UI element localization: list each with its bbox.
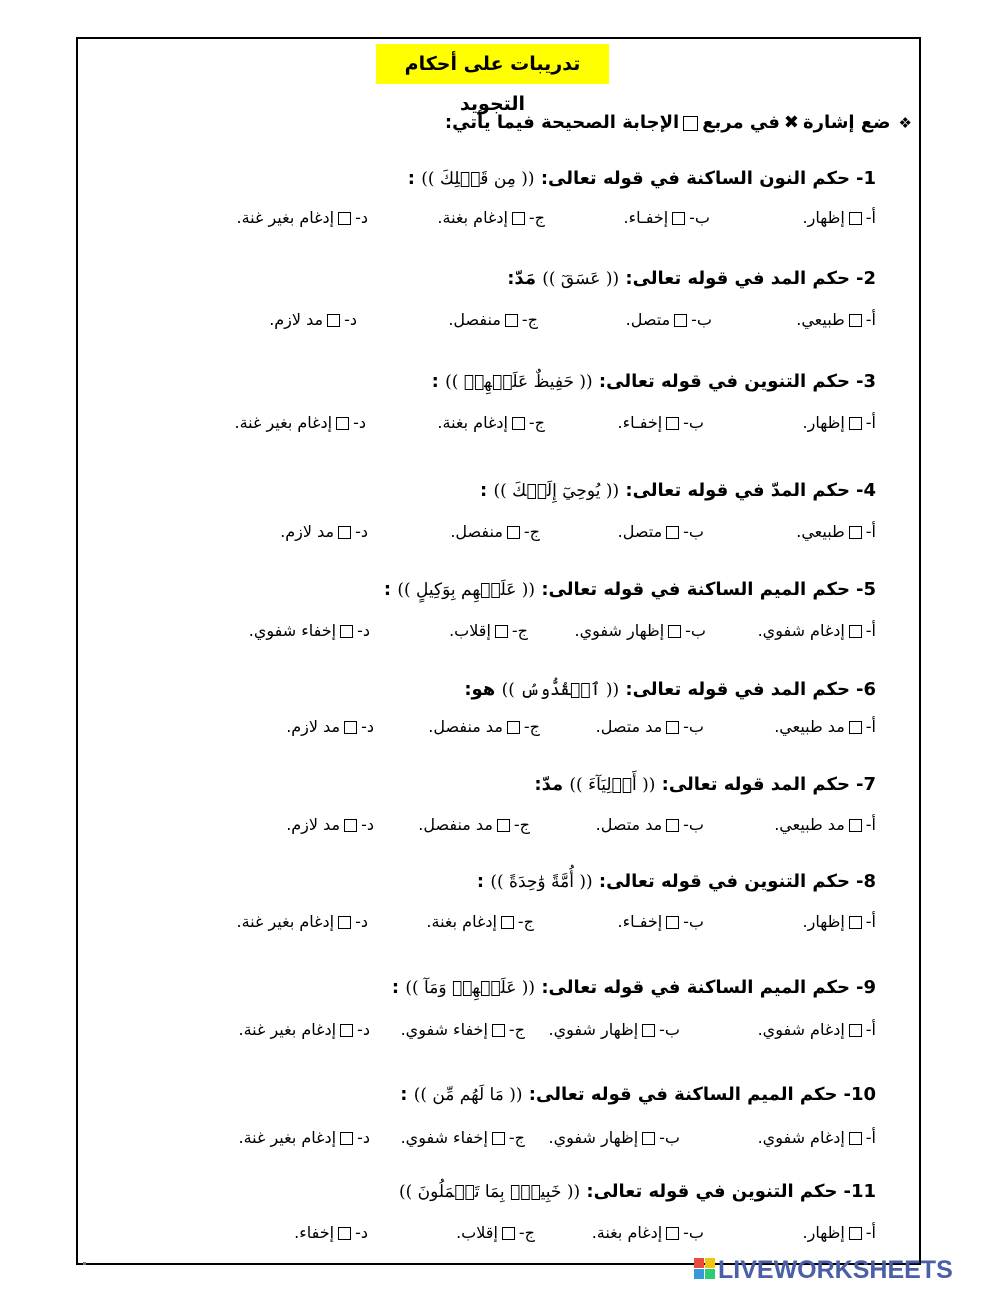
answer-checkbox[interactable] — [344, 721, 357, 734]
answer-checkbox[interactable] — [666, 526, 679, 539]
option-letter: أ- — [865, 208, 876, 227]
question-6 — [464, 676, 876, 704]
option-label: إظهار شفوي. — [574, 621, 665, 640]
question-9 — [392, 974, 876, 1002]
option-letter: أ- — [865, 1223, 876, 1242]
answer-checkbox[interactable] — [849, 1024, 862, 1037]
question-1 — [408, 165, 876, 193]
option-label: إدغام شفوي. — [757, 1128, 845, 1147]
option-label: إدغام شفوي. — [757, 621, 845, 640]
answer-checkbox[interactable] — [338, 212, 351, 225]
question-suffix: : — [400, 1084, 408, 1105]
option-label: طبيعي. — [796, 310, 845, 329]
option-8-4 — [237, 908, 368, 936]
option-letter: ج- — [517, 912, 534, 931]
option-letter: ب- — [683, 522, 704, 541]
answer-checkbox[interactable] — [666, 819, 679, 832]
question-text: حكم المد قوله تعالى: — [661, 774, 850, 795]
answer-checkbox[interactable] — [666, 721, 679, 734]
option-4-1 — [796, 518, 876, 546]
option-label: إظهار. — [802, 912, 845, 931]
option-label: إدغام بغنة. — [591, 1223, 663, 1242]
option-letter: ج- — [511, 621, 528, 640]
option-label: إظهار. — [802, 1223, 845, 1242]
answer-checkbox[interactable] — [497, 819, 510, 832]
question-text: حكم التنوين في قوله تعالى: — [598, 871, 850, 892]
question-11 — [399, 1178, 876, 1206]
option-1-1 — [803, 204, 876, 232]
answer-checkbox[interactable] — [492, 1132, 505, 1145]
option-label: منفصل. — [450, 522, 503, 541]
page-dot — [83, 1262, 86, 1265]
option-letter: أ- — [865, 1128, 876, 1147]
option-1-4 — [237, 204, 368, 232]
option-letter: ج- — [508, 1020, 525, 1039]
option-7-2 — [596, 811, 704, 839]
question-suffix: : — [383, 579, 392, 600]
options-row-10 — [0, 1124, 1000, 1152]
question-5 — [384, 576, 876, 604]
answer-checkbox[interactable] — [338, 1227, 351, 1240]
option-label: إظهار شفوي. — [548, 1128, 639, 1147]
question-number: 5- — [855, 579, 876, 600]
answer-checkbox[interactable] — [340, 1024, 353, 1037]
answer-checkbox[interactable] — [642, 1024, 655, 1037]
answer-checkbox[interactable] — [642, 1132, 655, 1145]
option-label: مد متصل. — [595, 815, 663, 834]
option-letter: أ- — [865, 310, 876, 329]
option-letter: د- — [357, 1020, 370, 1039]
answer-checkbox[interactable] — [512, 212, 525, 225]
option-2-3 — [448, 306, 538, 334]
question-suffix: : — [480, 480, 488, 501]
quran-word: (( عَلَيۡهِم بِوَكِيلٍ )) — [397, 580, 536, 600]
option-letter: أ- — [865, 1020, 876, 1039]
answer-checkbox[interactable] — [492, 1024, 505, 1037]
question-4 — [480, 477, 876, 505]
answer-checkbox[interactable] — [849, 1227, 862, 1240]
option-8-1 — [803, 908, 876, 936]
quran-word: (( يُوحِيٓ إِلَيۡكَ )) — [493, 481, 620, 501]
option-letter: د- — [355, 1223, 368, 1242]
answer-checkbox[interactable] — [849, 916, 862, 929]
question-text: حكم الميم الساكنة في قوله تعالى: — [541, 977, 850, 998]
answer-checkbox[interactable] — [849, 314, 862, 327]
option-label: إقلاب. — [456, 1223, 498, 1242]
option-label: متصل. — [617, 522, 663, 541]
question-number: 7- — [855, 774, 876, 795]
option-11-1 — [803, 1219, 876, 1247]
option-label: إدغام شفوي. — [757, 1020, 845, 1039]
option-label: إدغام بغير غنة. — [236, 208, 335, 227]
option-letter: د- — [355, 208, 368, 227]
question-2 — [507, 265, 876, 293]
option-3-1 — [803, 409, 876, 437]
question-text: حكم التنوين في قوله تعالى: — [586, 1181, 838, 1202]
option-letter: ب- — [683, 912, 704, 931]
option-letter: د- — [361, 717, 374, 736]
answer-checkbox[interactable] — [512, 417, 525, 430]
question-8 — [477, 868, 876, 896]
answer-checkbox[interactable] — [495, 625, 508, 638]
answer-checkbox[interactable] — [338, 916, 351, 929]
option-label: إظهار. — [802, 208, 845, 227]
option-8-2 — [618, 908, 704, 936]
options-row-7 — [0, 811, 1000, 839]
option-label: إخفاء. — [294, 1223, 335, 1242]
options-row-5 — [0, 617, 1000, 645]
option-label: إخفـاء. — [617, 413, 663, 432]
question-text: حكم المد في قوله تعالى: — [625, 679, 850, 700]
option-label: إقلاب. — [449, 621, 491, 640]
option-letter: د- — [353, 413, 366, 432]
option-label: مد طبيعي. — [774, 815, 845, 834]
option-9-4 — [239, 1016, 370, 1044]
option-letter: ب- — [683, 1223, 704, 1242]
quran-word: (( مِن قَبۡلِكَ )) — [421, 169, 535, 189]
quran-word: (( عَسَقٓ )) — [542, 269, 620, 289]
quran-word: (( أُمَّةً وَٰحِدَةً )) — [490, 872, 593, 892]
answer-checkbox[interactable] — [849, 212, 862, 225]
x-mark-icon: ✖ — [783, 112, 799, 133]
answer-checkbox[interactable] — [327, 314, 340, 327]
option-11-4 — [294, 1219, 368, 1247]
option-letter: ج- — [508, 1128, 525, 1147]
option-letter: أ- — [865, 413, 876, 432]
option-letter: أ- — [865, 621, 876, 640]
answer-checkbox[interactable] — [338, 526, 351, 539]
question-10 — [400, 1081, 876, 1109]
answer-checkbox[interactable] — [672, 212, 685, 225]
instruction-part2: في مربع — [702, 112, 780, 133]
option-letter: أ- — [865, 717, 876, 736]
instruction-line — [445, 108, 912, 138]
answer-checkbox[interactable] — [666, 417, 679, 430]
answer-checkbox[interactable] — [336, 417, 349, 430]
question-7 — [534, 771, 876, 799]
option-4-2 — [618, 518, 704, 546]
option-3-2 — [618, 409, 704, 437]
option-label: مد لازم. — [280, 522, 335, 541]
option-label: إدغام بغير غنة. — [238, 1128, 337, 1147]
answer-checkbox[interactable] — [849, 417, 862, 430]
question-number: 1- — [855, 168, 876, 189]
option-label: متصل. — [625, 310, 671, 329]
option-label: طبيعي. — [796, 522, 845, 541]
option-letter: د- — [357, 1128, 370, 1147]
question-number: 2- — [855, 268, 876, 289]
option-10-2 — [549, 1124, 680, 1152]
options-row-11 — [0, 1219, 1000, 1247]
answer-checkbox[interactable] — [666, 1227, 679, 1240]
option-letter: ج- — [523, 522, 540, 541]
option-letter: د- — [357, 621, 370, 640]
option-letter: ب- — [685, 621, 706, 640]
option-label: إخفـاء. — [617, 912, 663, 931]
answer-checkbox[interactable] — [668, 625, 681, 638]
option-label: مد منفصل. — [428, 717, 503, 736]
question-text: حكم المدّ في قوله تعالى: — [625, 480, 850, 501]
option-letter: أ- — [865, 912, 876, 931]
option-label: إدغام بغنة. — [437, 413, 508, 432]
option-2-4 — [269, 306, 357, 334]
question-number: 3- — [855, 371, 876, 392]
option-letter: د- — [344, 310, 357, 329]
option-label: إخفاء شفوي. — [400, 1128, 488, 1147]
option-letter: ب- — [659, 1020, 680, 1039]
question-suffix: هو: — [464, 679, 496, 700]
answer-checkbox[interactable] — [666, 916, 679, 929]
option-6-1 — [774, 713, 876, 741]
question-text: حكم الميم الساكنة في قوله تعالى: — [541, 579, 850, 600]
instruction-part3: الإجابة الصحيحة فيما يأتي: — [444, 112, 680, 133]
option-letter: ج- — [528, 208, 545, 227]
option-9-1 — [758, 1016, 876, 1044]
option-7-1 — [774, 811, 876, 839]
option-letter: ب- — [683, 815, 704, 834]
option-label: إظهار شفوي. — [548, 1020, 639, 1039]
option-label: مد لازم. — [286, 717, 341, 736]
option-label: منفصل. — [448, 310, 501, 329]
option-10-3 — [401, 1124, 525, 1152]
answer-checkbox[interactable] — [340, 625, 353, 638]
option-letter: ج- — [513, 815, 530, 834]
option-8-3 — [426, 908, 534, 936]
option-label: مد متصل. — [595, 717, 663, 736]
option-9-3 — [401, 1016, 525, 1044]
question-number: 10- — [843, 1084, 876, 1105]
question-text: حكم التنوين في قوله تعالى: — [598, 371, 850, 392]
option-label: إظهار. — [802, 413, 845, 432]
option-1-3 — [437, 204, 545, 232]
answer-checkbox[interactable] — [502, 1227, 515, 1240]
question-suffix: : — [407, 168, 415, 189]
option-label: إدغام بغير غنة. — [236, 912, 335, 931]
quran-word: (( أَوۡلِيَآءَ )) — [569, 775, 656, 795]
option-label: إخفاء شفوي. — [248, 621, 337, 640]
question-number: 4- — [855, 480, 876, 501]
question-text: حكم الميم الساكنة في قوله تعالى: — [528, 1084, 838, 1105]
checkbox-sample-icon — [683, 116, 698, 131]
option-letter: ج- — [528, 413, 545, 432]
option-label: إدغام بغنة. — [437, 208, 508, 227]
liveworksheets-logo — [694, 1256, 953, 1284]
option-label: إخفـاء. — [623, 208, 669, 227]
option-5-3 — [449, 617, 528, 645]
question-number: 9- — [855, 977, 876, 998]
options-row-1 — [0, 204, 1000, 232]
option-letter: ب- — [689, 208, 710, 227]
option-letter: ب- — [659, 1128, 680, 1147]
options-row-6 — [0, 713, 1000, 741]
option-label: مد لازم. — [269, 310, 324, 329]
options-row-9 — [0, 1016, 1000, 1044]
question-3 — [432, 368, 876, 396]
question-number: 6- — [855, 679, 876, 700]
option-label: مد طبيعي. — [774, 717, 845, 736]
worksheet-title: تدريبات على أحكام التجويد — [376, 44, 609, 84]
option-1-2 — [624, 204, 710, 232]
option-4-3 — [450, 518, 540, 546]
answer-checkbox[interactable] — [507, 526, 520, 539]
option-9-2 — [549, 1016, 680, 1044]
liveworksheets-logo-text: LIVEWORKSHEETS — [718, 1256, 953, 1284]
option-6-3 — [428, 713, 540, 741]
option-10-1 — [758, 1124, 876, 1152]
option-letter: د- — [355, 522, 368, 541]
options-row-8 — [0, 908, 1000, 936]
question-number: 8- — [855, 871, 876, 892]
question-text: حكم المد في قوله تعالى: — [625, 268, 850, 289]
option-letter: د- — [361, 815, 374, 834]
bullet-icon: ❖ — [898, 114, 912, 132]
answer-checkbox[interactable] — [501, 916, 514, 929]
answer-checkbox[interactable] — [507, 721, 520, 734]
option-letter: ب- — [691, 310, 712, 329]
question-suffix: : — [391, 977, 400, 998]
question-suffix: : — [476, 871, 485, 892]
option-3-3 — [437, 409, 545, 437]
option-5-4 — [249, 617, 370, 645]
option-11-3 — [456, 1219, 535, 1247]
option-label: إخفاء شفوي. — [400, 1020, 488, 1039]
question-suffix: مَدّ: — [507, 268, 536, 289]
option-7-4 — [286, 811, 374, 839]
answer-checkbox[interactable] — [340, 1132, 353, 1145]
option-letter: ج- — [518, 1223, 535, 1242]
question-text: حكم النون الساكنة في قوله تعالى: — [540, 168, 850, 189]
question-suffix: مدّ: — [534, 774, 564, 795]
option-11-2 — [592, 1219, 704, 1247]
option-letter: أ- — [865, 815, 876, 834]
option-label: مد لازم. — [286, 815, 341, 834]
option-letter: أ- — [865, 522, 876, 541]
quran-word: (( مَا لَهُم مِّن )) — [413, 1085, 523, 1105]
option-6-4 — [286, 713, 374, 741]
answer-checkbox[interactable] — [849, 819, 862, 832]
quran-word: (( حَفِيظٌ عَلَيۡهِمۡ )) — [445, 372, 593, 392]
question-suffix: : — [431, 371, 439, 392]
answer-checkbox[interactable] — [344, 819, 357, 832]
question-number: 11- — [843, 1181, 876, 1202]
option-label: مد منفصل. — [418, 815, 493, 834]
quran-word: (( خَبِيرٌۢ بِمَا تَعۡمَلُونَ )) — [398, 1182, 581, 1202]
option-label: إدغام بغير غنة. — [238, 1020, 337, 1039]
liveworksheets-logo-icon — [694, 1258, 716, 1280]
option-letter: ب- — [683, 413, 704, 432]
option-5-1 — [758, 617, 876, 645]
answer-checkbox[interactable] — [849, 721, 862, 734]
option-6-2 — [596, 713, 704, 741]
option-letter: د- — [355, 912, 368, 931]
option-5-2 — [575, 617, 706, 645]
answer-checkbox[interactable] — [849, 1132, 862, 1145]
option-letter: ج- — [523, 717, 540, 736]
answer-checkbox[interactable] — [674, 314, 687, 327]
option-7-3 — [418, 811, 530, 839]
option-letter: ب- — [683, 717, 704, 736]
options-row-2 — [0, 306, 1000, 334]
answer-checkbox[interactable] — [505, 314, 518, 327]
option-3-4 — [235, 409, 366, 437]
options-row-3 — [0, 409, 1000, 437]
option-2-2 — [626, 306, 712, 334]
option-10-4 — [239, 1124, 370, 1152]
options-row-4 — [0, 518, 1000, 546]
option-2-1 — [796, 306, 876, 334]
instruction-part1: ضع إشارة — [802, 112, 891, 133]
quran-word: (( ٱلۡقُدُّوسُ )) — [501, 680, 620, 700]
option-letter: ج- — [521, 310, 538, 329]
option-4-4 — [280, 518, 368, 546]
answer-checkbox[interactable] — [849, 625, 862, 638]
option-label: إدغام بغير غنة. — [234, 413, 333, 432]
option-label: إدغام بغنة. — [426, 912, 497, 931]
answer-checkbox[interactable] — [849, 526, 862, 539]
quran-word: (( عَلَيۡهِمۡ وَمَآ )) — [405, 978, 536, 998]
